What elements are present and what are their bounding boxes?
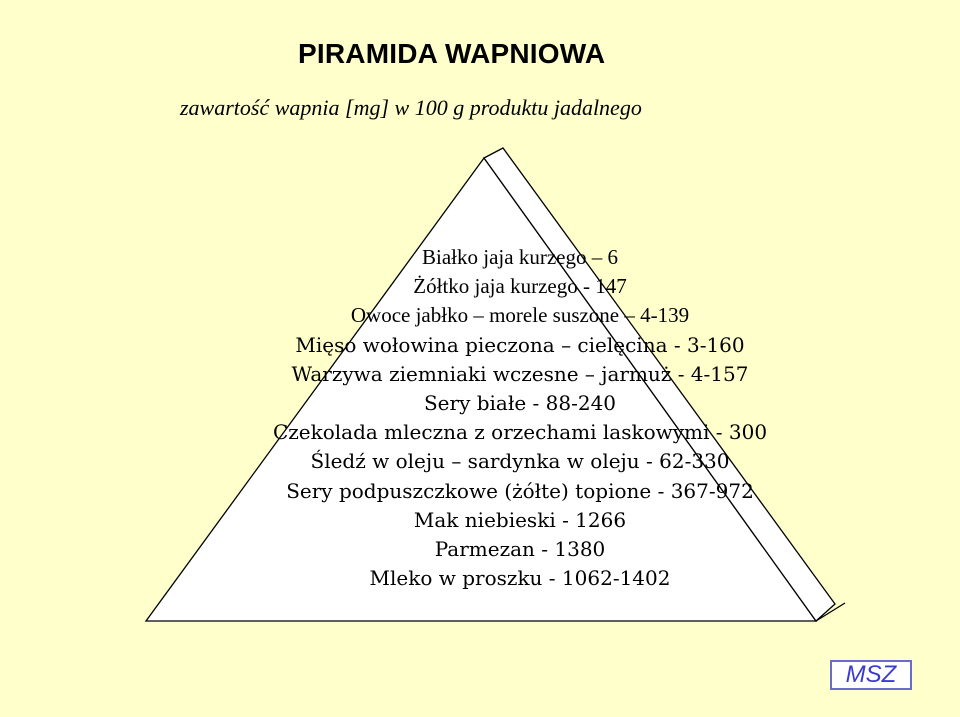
list-item: Żółtko jaja kurzego - 147 [413, 274, 627, 299]
calcium-list [200, 243, 840, 593]
list-item: Mleko w proszku - 1062-1402 [369, 566, 671, 591]
list-item: Czekolada mleczna z orzechami laskowymi - 300 [272, 420, 768, 445]
list-item: Sery podpuszczkowe (żółte) topione - 367-972 [286, 478, 754, 503]
list-item: Sery białe - 88-240 [423, 391, 617, 416]
msz-logo-badge: MSZ [830, 660, 912, 690]
subtitle: zawartość wapnia [mg] w 100 g produktu jadalnego [180, 95, 642, 120]
list-item: Śledź w oleju – sardynka w oleju - 62-330 [310, 449, 730, 474]
list-item: Owoce jabłko – morele suszone – 4-139 [350, 303, 690, 328]
page-title: PIRAMIDA WAPNIOWA [298, 38, 606, 69]
list-item: Mięso wołowina pieczona – cielęcina - 3-160 [295, 332, 745, 357]
list-item: Warzywa ziemniaki wczesne – jarmuż - 4-157 [291, 361, 749, 386]
list-item: Mak niebieski - 1266 [413, 507, 627, 532]
list-item: Parmezan - 1380 [434, 537, 606, 562]
list-item: Białko jaja kurzego – 6 [422, 245, 618, 269]
